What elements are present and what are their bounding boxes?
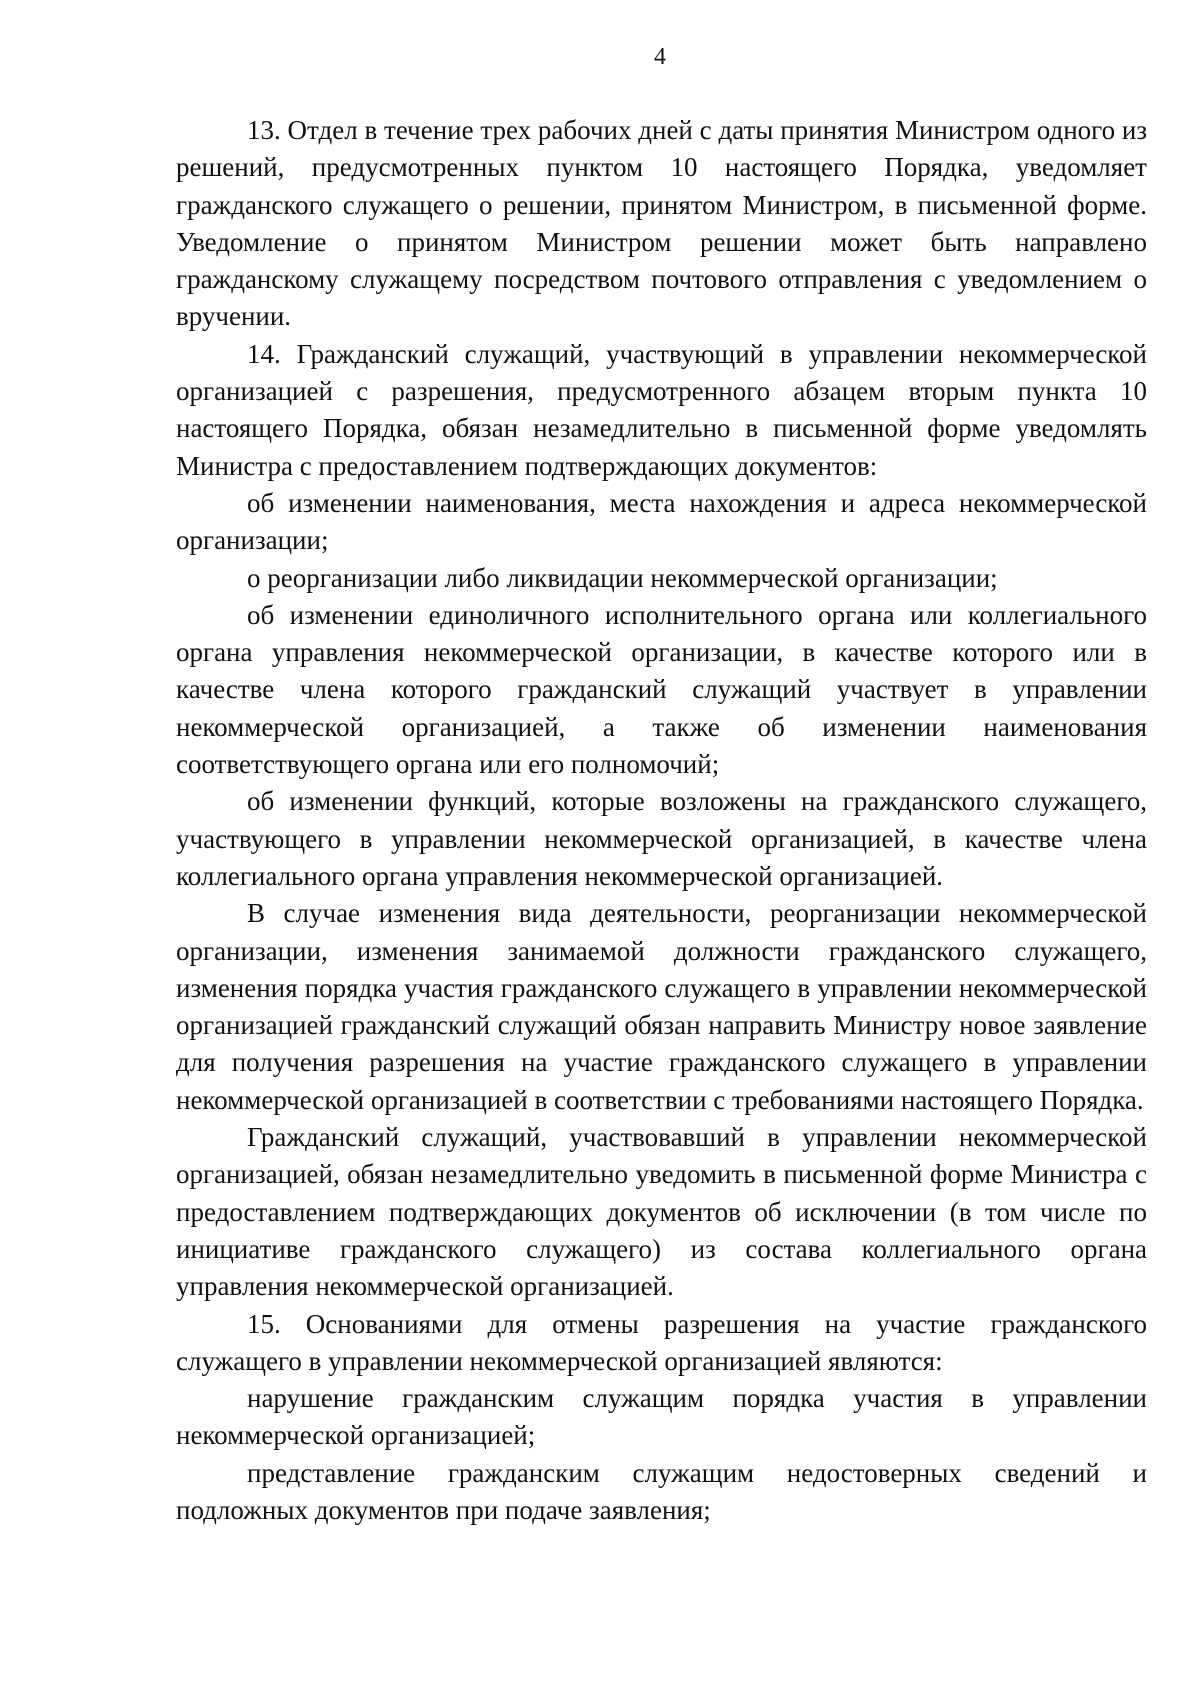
page-number: 4 bbox=[654, 44, 666, 70]
paragraph-exclusion-notice: Гражданский служащий, участвовавший в управлении некоммерческой организацией, обязан незамедлительно уведомить в письменной форме Министра с предоставлением подтверждающих документов об исключении (в том числе по инициативе гражданского служащего) из состава коллегиального органа управления некоммерческой организацией. bbox=[176, 1122, 1147, 1302]
list-item-reorganization: о реорганизации либо ликвидации некоммерческой организации; bbox=[247, 562, 998, 593]
paragraph-15: 15. Основаниями для отмены разрешения на участие гражданского служащего в управлении некоммерческой организацией являются: bbox=[176, 1308, 1147, 1376]
list-item-name-change: об изменении наименования, места нахождения и адреса некоммерческой организации; bbox=[176, 487, 1147, 556]
paragraph-14: 14. Гражданский служащий, участвующий в управлении некоммерческой организацией с разрешения, предусмотренного абзацем вторым пункта 10 настоящего Порядка, обязан незамедлительно в письменной форме уведомлять Министра с предоставлением подтверждающих документов: bbox=[176, 338, 1147, 481]
list-item-body-change: об изменении единоличного исполнительного органа или коллегиального органа управления некоммерческой организации, в качестве которого или в качестве члена которого гражданский служащий участвует в управлении некоммерческой организацией, а также об изменении наименования соответствующего органа или его полномочий; bbox=[176, 599, 1147, 780]
paragraph-new-application: В случае изменения вида деятельности, реорганизации некоммерческой организации, изменения занимаемой должности гражданского служащего, изменения порядка участия гражданского служащего в управлении некоммерческой организацией гражданский служащий обязан направить Министру новое заявление для получения разрешения на участие гражданского служащего в управлении некоммерческой организацией в соответствии с требованиями настоящего Порядка. bbox=[176, 898, 1147, 1115]
list-item-functions-change: об изменении функций, которые возложены на гражданского служащего, участвующего в управлении некоммерческой организацией, в качестве члена коллегиального органа управления некоммерческой организацией. bbox=[176, 786, 1147, 891]
document-body bbox=[176, 112, 1147, 1529]
paragraph-13: 13. Отдел в течение трех рабочих дней с даты принятия Министром одного из решений, предусмотренных пунктом 10 настоящего Порядка, уведомляет гражданского служащего о решении, принятом Министром, в письменной форме. Уведомление о принятом Министром решении может быть направлено гражданскому служащему посредством почтового отправления с уведомлением о вручении. bbox=[176, 115, 1147, 332]
list-item-false-info: представление гражданским служащим недостоверных сведений и подложных документов при подаче заявления; bbox=[176, 1457, 1147, 1525]
list-item-violation: нарушение гражданским служащим порядка участия в управлении некоммерческой организацией; bbox=[176, 1383, 1147, 1451]
